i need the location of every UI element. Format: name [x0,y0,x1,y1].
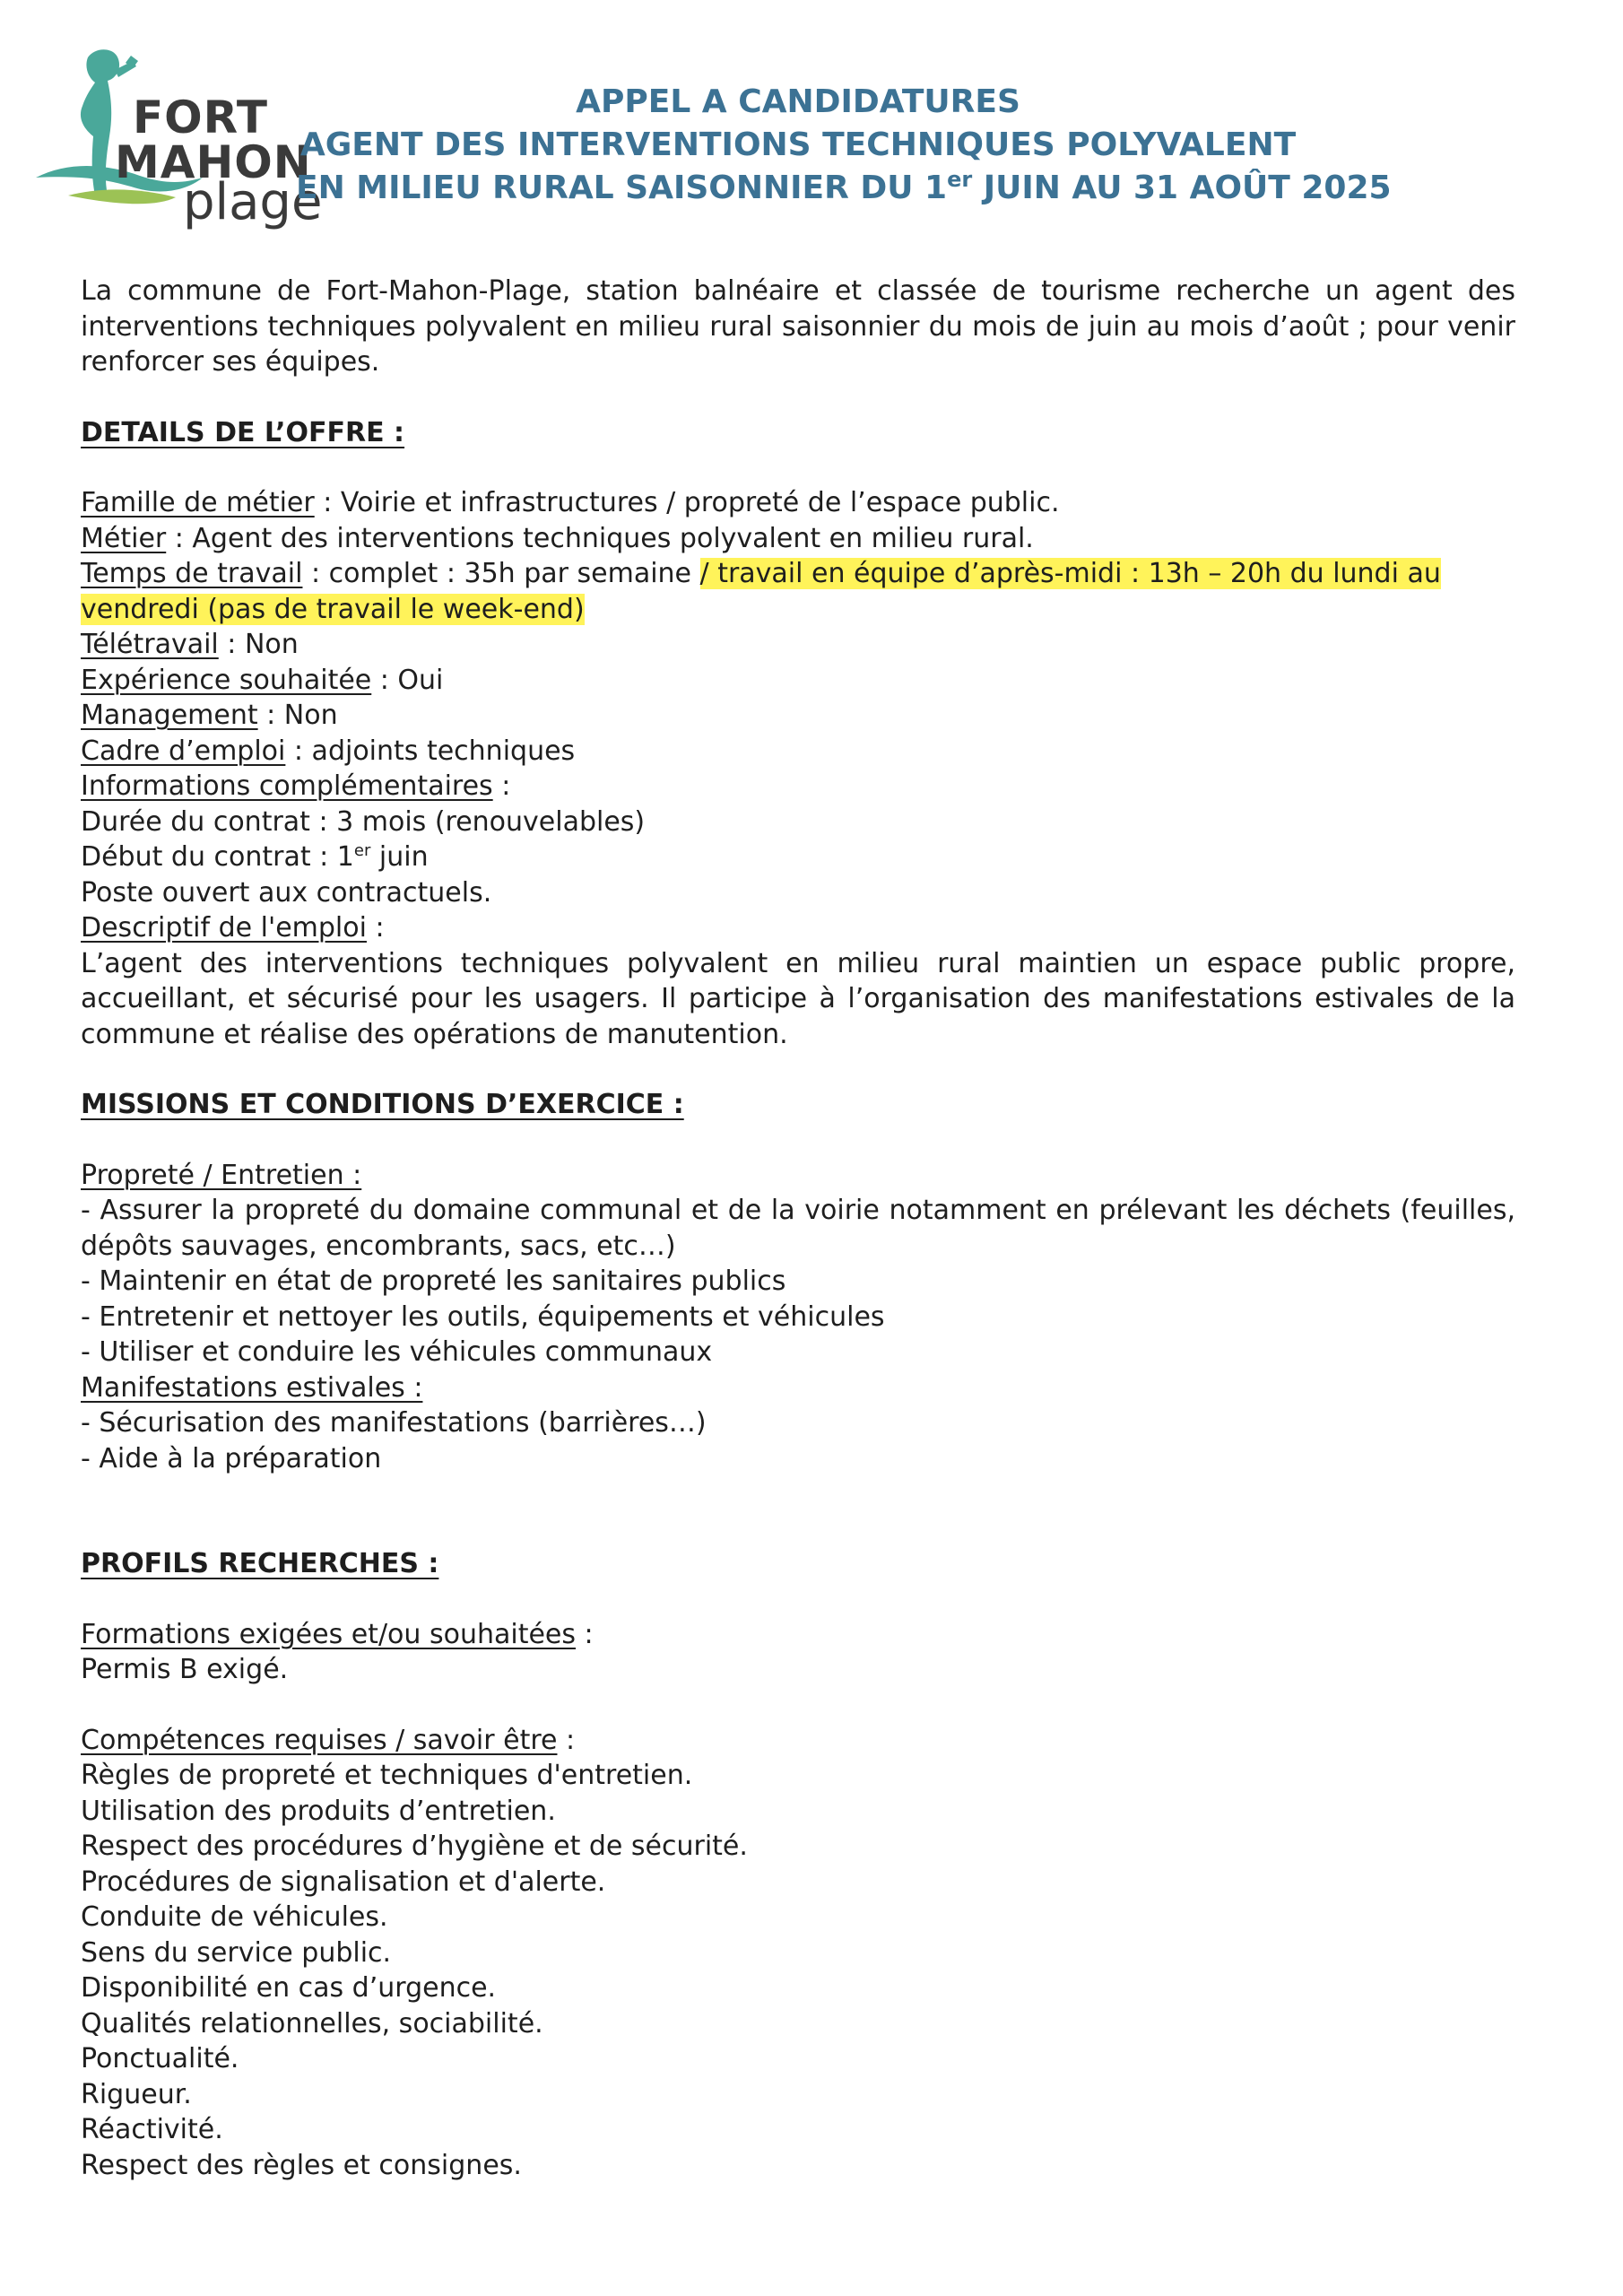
descriptif-colon: : [366,912,385,944]
teletravail-line [81,627,1515,663]
debut-line [81,839,1515,875]
list-item: Règles de propreté et techniques d'entretien. [81,1760,693,1791]
title-line-3-sup: er [947,167,973,192]
manif-label-line [81,1370,1515,1406]
cadre-line [81,734,1515,770]
teletravail-value: : Non [218,629,299,660]
list-item: Qualités relationnelles, sociabilité. [81,2007,543,2039]
list-item: - Aide à la préparation [81,1442,382,1474]
manif-label: Manifestations estivales : [81,1371,423,1404]
list-item: - Utiliser et conduire les véhicules communaux [81,1336,713,1368]
list-item: - Assurer la propreté du domaine communal et de la voirie notamment en prélevant les déchets (feuilles, dépôts sauvages, encombrants, sacs, etc…) [81,1195,1515,1262]
list-item: Utilisation des produits d’entretien. [81,1795,556,1827]
document-body [81,274,1515,2183]
list-item: Rigueur. [81,2078,192,2110]
logo-text-mahon: MAHON [115,136,312,188]
teletravail-label: Télétravail [81,629,219,660]
list-item: Respect des règles et consignes. [81,2149,522,2181]
logo-text-fort: FORT [133,91,269,144]
debut-sup: er [353,841,371,860]
proprete-label-line [81,1158,1515,1194]
profils-heading [81,1546,1515,1582]
competences-colon: : [557,1724,576,1756]
metier-line [81,521,1515,557]
temps-label: Temps de travail [81,558,303,589]
list-item: Procédures de signalisation et d'alerte. [81,1866,606,1898]
poste-line: Poste ouvert aux contractuels. [81,876,492,909]
list-item: Disponibilité en cas d’urgence. [81,1972,497,2004]
famille-value: : Voirie et infrastructures / propreté de l’espace public. [314,487,1060,518]
proprete-label: Propreté / Entretien : [81,1159,362,1191]
experience-value: : Oui [371,664,444,696]
list-item: - Maintenir en état de propreté les sanitaires publics [81,1265,786,1297]
logo-text-plage: plage [183,173,323,231]
list-item: - Entretenir et nettoyer les outils, équipements et véhicules [81,1300,885,1333]
list-item: Ponctualité. [81,2043,239,2074]
fort-mahon-plage-logo [32,43,323,231]
descriptif-label: Descriptif de l'emploi [81,912,367,944]
missions-heading [81,1087,1515,1123]
list-item: - Sécurisation des manifestations (barrières…) [81,1407,707,1439]
infos-line [81,769,1515,804]
famille-line [81,485,1515,521]
famille-label: Famille de métier [81,487,315,518]
cadre-value: : adjoints techniques [285,735,576,767]
management-line [81,698,1515,734]
details-heading [81,415,1515,451]
duree-line: Durée du contrat : 3 mois (renouvelables) [81,805,646,838]
infos-label: Informations complémentaires [81,770,493,802]
debut-start: Début du contrat : 1 [81,841,354,873]
title-line-2: AGENT DES INTERVENTIONS TECHNIQUES POLYVALENT [299,126,1297,163]
competences-label: Compétences requises / savoir être [81,1724,558,1756]
title-line-3-end: JUIN AU 31 AOÛT 2025 [972,170,1392,206]
list-item: Réactivité. [81,2114,223,2145]
title-line-1: APPEL A CANDIDATURES [576,83,1020,120]
infos-colon: : [492,770,511,802]
metier-label: Métier [81,522,167,554]
formations-value: Permis B exigé. [81,1654,289,1685]
title-line-3-start: EN MILIEU RURAL SAISONNIER DU 1 [296,170,948,206]
list-item: Conduite de véhicules. [81,1901,388,1933]
title-line-3 [296,167,1392,210]
descriptif-text: L’agent des interventions techniques polyvalent en milieu rural maintien un espace public propre, accueillant, et sécurisé pour les usagers. Il participe à l’organisation des manifestations estivales de la commune et réalise des opérations de manutention. [81,947,1515,1050]
formations-line [81,1617,1515,1653]
experience-label: Expérience souhaitée [81,664,372,696]
list-item: Sens du service public. [81,1936,392,1969]
formations-colon: : [576,1618,594,1650]
temps-value: : complet : 35h par semaine [302,558,700,589]
formations-label: Formations exigées et/ou souhaitées [81,1618,576,1650]
competences-line [81,1723,1515,1759]
debut-end: juin [370,841,429,873]
descriptif-line [81,910,1515,946]
experience-line [81,663,1515,699]
page-title [296,81,1392,210]
details-heading-text: DETAILS DE L’OFFRE : [81,416,405,448]
management-value: : Non [257,700,338,731]
management-label: Management [81,700,258,731]
cadre-label: Cadre d’emploi [81,735,286,767]
temps-line [81,556,1515,627]
intro-paragraph: La commune de Fort-Mahon-Plage, station balnéaire et classée de tourisme recherche un agent des interventions techniques polyvalent en milieu rural saisonnier du mois de juin au mois d’août ; pour venir renforcer ses équipes. [81,275,1515,378]
temps-highlight: / travail en équipe d’après-midi : 13h – 20h du lundi au vendredi (pas de travail le week-end) [81,558,1441,625]
metier-value: : Agent des interventions techniques polyvalent en milieu rural. [166,522,1034,554]
profils-heading-text: PROFILS RECHERCHES : [81,1548,439,1579]
missions-heading-text: MISSIONS ET CONDITIONS D’EXERCICE : [81,1089,684,1120]
list-item: Respect des procédures d’hygiène et de sécurité. [81,1831,748,1862]
